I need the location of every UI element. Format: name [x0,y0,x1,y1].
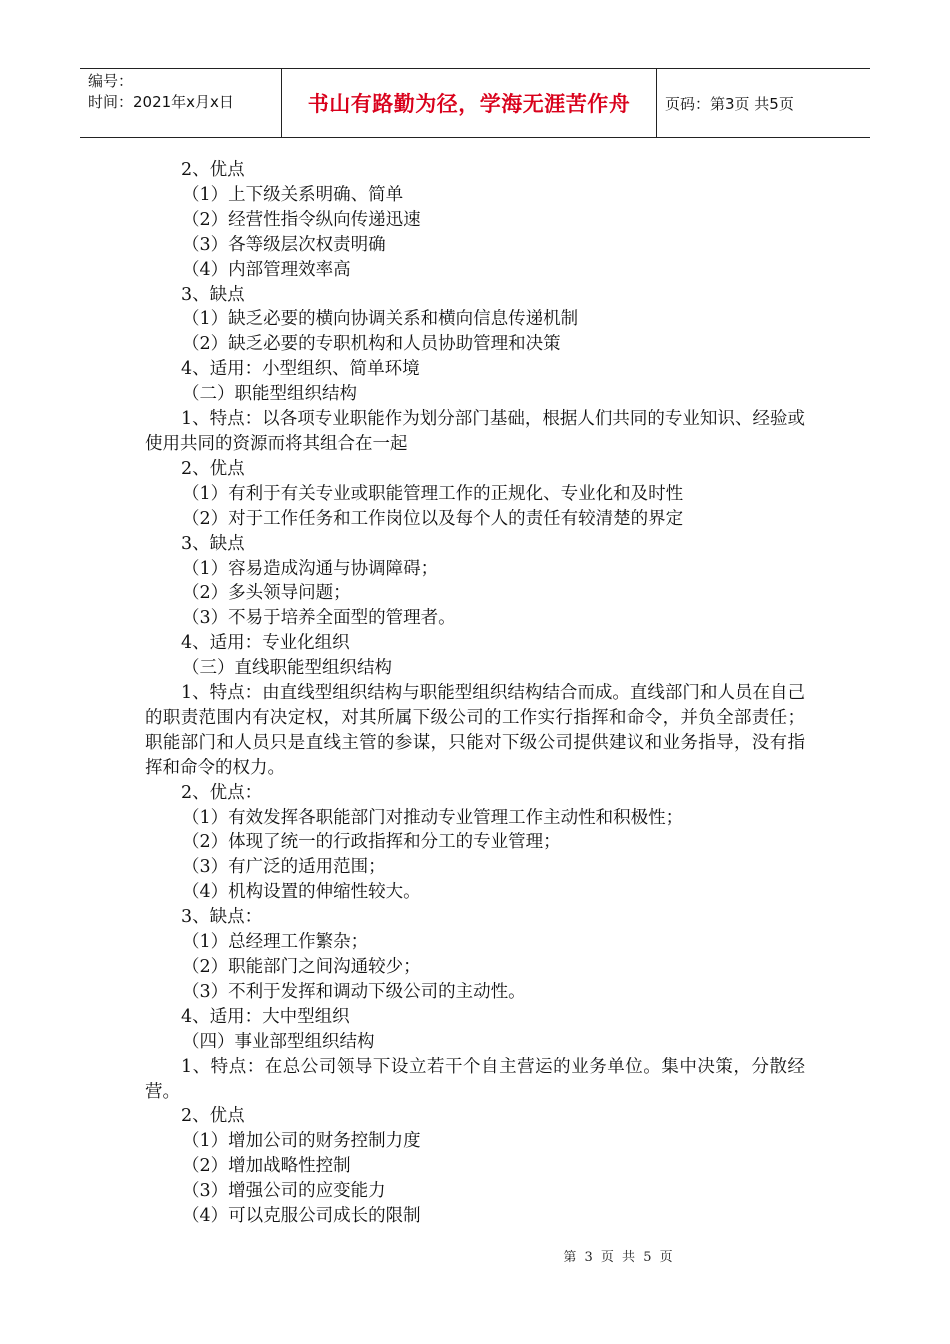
document-body [145,158,805,1229]
page-header [80,68,870,138]
body-line: （4）内部管理效率高 [182,259,351,280]
document-number-label: 编号： [88,72,134,90]
body-line: （1）缺乏必要的横向协调关系和横向信息传递机制 [182,309,579,330]
body-line: （1）增加公司的财务控制力度 [182,1131,421,1152]
body-line: （2）职能部门之间沟通较少； [182,957,421,977]
body-line: 2、优点 [181,458,245,479]
body-line: （3）有广泛的适用范围； [182,857,386,878]
body-line: 2、优点： [181,782,263,803]
header-page-label: 页码：第3页 共5页 [665,94,794,113]
body-line: 3、缺点： [181,907,263,928]
body-line: （1）总经理工作繁杂； [182,932,369,953]
body-paragraph: 1、特点：在总公司领导下设立若干个自主营运的业务单位。集中决策，分散经营。 [145,1056,805,1102]
body-line: （3）各等级层次权责明确 [182,234,386,255]
body-line: 3、缺点 [181,533,245,554]
body-line: （2）经营性指令纵向传递迅速 [182,209,421,230]
header-meta [80,69,282,137]
page-footer [0,1246,950,1265]
body-line: （4）可以克服公司成长的限制 [182,1206,421,1227]
body-line: （1）有利于有关专业或职能管理工作的正规化、专业化和及时性 [182,483,684,504]
body-line: （1）容易造成沟通与协调障碍； [182,558,439,579]
footer-page-number: 第 3 页 共 5 页 [563,1250,673,1265]
body-line: 2、优点 [181,1106,245,1127]
body-line: （3）增强公司的应变能力 [182,1181,386,1202]
body-line: 4、适用：小型组织、简单环境 [181,359,420,380]
body-paragraph: 1、特点：由直线型组织结构与职能型组织结构结合而成。直线部门和人员在自己的职责范围内有决定权，对其所属下级公司的工作实行指挥和命令，并负全部责任；职能部门和人员只是直线主管的参谋，只能对下级公司提供建议和业务指导，没有指挥和命令的权力。 [145,683,805,778]
body-line: （2）体现了统一的行政指挥和分工的专业管理； [182,832,561,853]
body-line: 2、优点 [181,160,245,180]
body-line: 3、缺点 [181,284,245,305]
body-line: （3）不易于培养全面型的管理者。 [182,608,456,629]
body-paragraph: 1、特点：以各项专业职能作为划分部门基础，根据人们共同的专业知识、经验或使用共同的资源而将其组合在一起 [145,409,805,454]
body-line: （2）缺乏必要的专职机构和人员协助管理和决策 [182,334,561,355]
body-line: （1）上下级关系明确、简单 [182,184,404,205]
body-line: （二）职能型组织结构 [182,384,357,405]
document-time-label: 时间：2021年x月x日 [88,93,234,111]
body-line: （2）对于工作任务和工作岗位以及每个人的责任有较清楚的界定 [182,508,684,529]
body-line: （4）机构设置的伸缩性较大。 [182,882,421,903]
body-line: （1）有效发挥各职能部门对推动专业管理工作主动性和积极性； [182,807,684,828]
body-line: （三）直线职能型组织结构 [182,658,392,679]
body-line: （3）不利于发挥和调动下级公司的主动性。 [182,981,526,1002]
body-line: 4、适用：专业化组织 [181,633,350,654]
header-motto: 书山有路勤为径，学海无涯苦作舟 [282,69,657,137]
body-line: 4、适用：大中型组织 [181,1006,350,1027]
body-line: （2）多头领导问题； [182,583,351,604]
body-line: （2）增加战略性控制 [182,1156,351,1177]
body-line: （四）事业部型组织结构 [182,1031,375,1052]
